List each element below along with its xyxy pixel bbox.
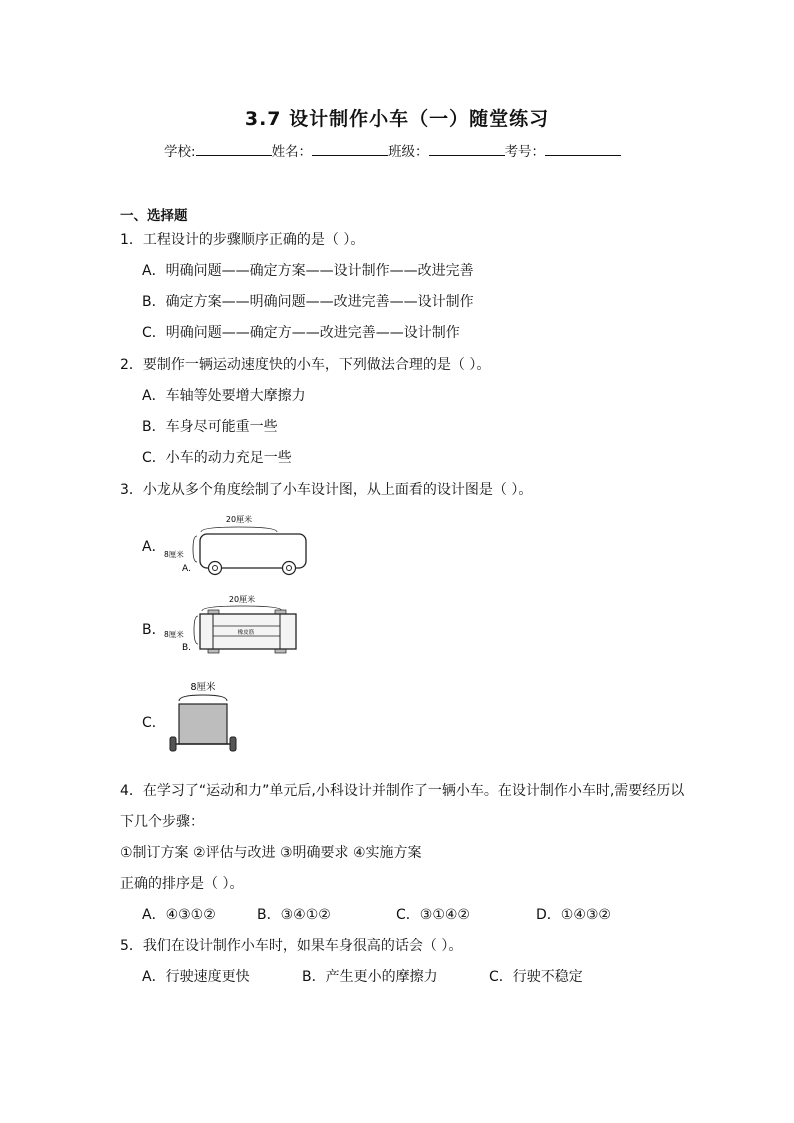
school-label: 学校: — [164, 144, 196, 160]
question-3-option-c[interactable]: C． — [142, 715, 166, 731]
question-1-option-a[interactable]: A．明确问题——确定方案——设计制作——改进完善 — [142, 263, 474, 279]
question-3-option-a[interactable]: A． — [142, 539, 166, 555]
right-wheel — [230, 737, 236, 751]
student-info-line — [164, 140, 621, 160]
question-4-line-3: 正确的排序是（ ）。 — [120, 876, 244, 892]
question-5-option-b[interactable]: B．产生更小的摩擦力 — [302, 969, 438, 985]
car-front-body — [179, 704, 227, 744]
school-blank[interactable] — [196, 141, 272, 156]
fig-a-letter: A. — [182, 564, 191, 574]
rubber-band-label: 橡皮筋 — [237, 630, 255, 636]
question-1-option-c[interactable]: C．明确问题——确定方——改进完善——设计制作 — [142, 325, 460, 341]
question-4-option-b[interactable]: B．③④①② — [257, 907, 331, 923]
name-label: 姓名： — [271, 144, 313, 160]
rear-wheel — [283, 562, 296, 575]
question-4-option-c[interactable]: C．③①④② — [396, 907, 470, 923]
fig-a-side-brace — [193, 536, 197, 562]
fig-a-width-label: 20厘米 — [225, 515, 253, 524]
question-4-option-d[interactable]: D．①④③② — [536, 907, 611, 923]
fig-c-width-label: 8厘米 — [190, 682, 216, 693]
question-3-stem: 3．小龙从多个角度绘制了小车设计图，从上面看的设计图是（ ）。 — [120, 482, 533, 498]
car-front-view-figure — [165, 676, 245, 758]
fig-a-brace — [201, 527, 277, 532]
fig-b-width-label: 20厘米 — [228, 595, 256, 604]
exam-no-label: 考号： — [504, 144, 546, 160]
fig-b-height-label: 8厘米 — [164, 630, 184, 639]
question-4-line-2: 下几个步骤： — [120, 814, 204, 830]
left-wheel — [170, 737, 176, 751]
car-side-view-figure — [160, 510, 310, 580]
fig-b-side-brace — [194, 616, 198, 644]
question-3-option-b[interactable]: B． — [142, 622, 166, 638]
question-2-stem: 2．要制作一辆运动速度快的小车，下列做法合理的是（ ）。 — [120, 357, 491, 373]
section-heading: 一、选择题 — [120, 208, 188, 224]
fig-a-height-label: 8厘米 — [164, 550, 184, 559]
question-2-option-a[interactable]: A．车轴等处要增大摩擦力 — [142, 388, 306, 404]
question-5-option-a[interactable]: A．行驶速度更快 — [142, 969, 250, 985]
exam-no-blank[interactable] — [545, 141, 621, 156]
name-blank[interactable] — [312, 141, 388, 156]
question-5-option-c[interactable]: C．行驶不稳定 — [489, 969, 583, 985]
question-2-option-c[interactable]: C．小车的动力充足一些 — [142, 450, 292, 466]
question-2-option-b[interactable]: B．车身尽可能重一些 — [142, 419, 278, 435]
fig-b-letter: B. — [182, 643, 192, 653]
question-5-stem: 5．我们在设计制作小车时，如果车身很高的话会（ ）。 — [120, 938, 463, 954]
question-4-option-a[interactable]: A．④③①② — [142, 907, 216, 923]
page-title: 3.7 设计制作小车（一）随堂练习 — [244, 108, 550, 130]
question-4-steps: ①制订方案 ②评估与改进 ③明确要求 ④实施方案 — [120, 845, 422, 861]
question-1-option-b[interactable]: B．确定方案——明确问题——改进完善——设计制作 — [142, 294, 474, 310]
fig-c-brace — [179, 695, 227, 701]
question-4-line-1: 4．在学习了“运动和力”单元后,小科设计并制作了一辆小车。在设计制作小车时,需要经历以 — [120, 783, 685, 799]
front-wheel — [209, 562, 222, 575]
car-top-view-figure — [160, 592, 310, 662]
class-label: 班级： — [388, 144, 429, 160]
class-blank[interactable] — [429, 141, 505, 156]
question-1-stem: 1．工程设计的步骤顺序正确的是（ ）。 — [120, 232, 365, 248]
